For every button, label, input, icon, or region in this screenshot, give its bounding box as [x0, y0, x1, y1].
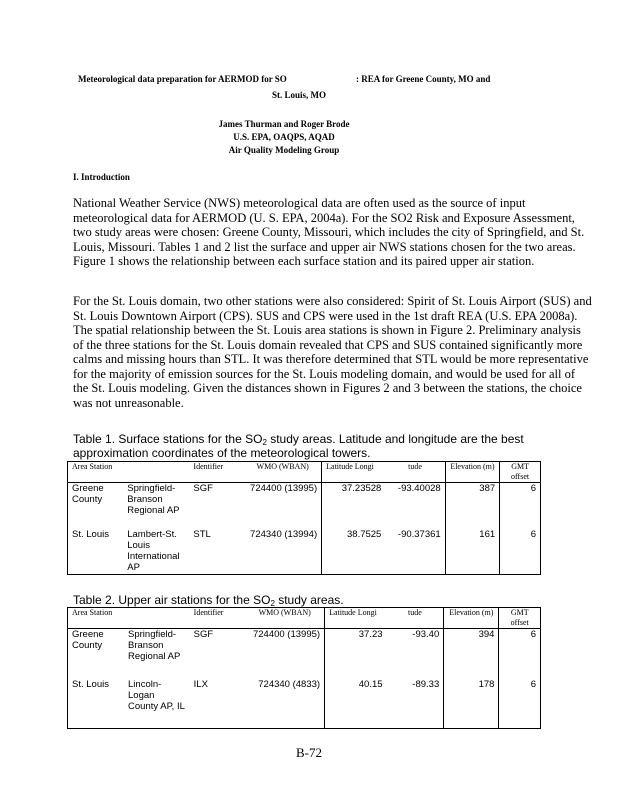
surface-stations-table — [67, 461, 541, 575]
col-latitude: Latitude Longi — [322, 462, 386, 483]
col-area-station: Area Station — [68, 462, 124, 483]
table-row: St. Louis Lincoln-Logan County AP, IL ILX 724340 (4833) 40.15 -89.33 178 6 — [68, 679, 541, 729]
table-row: Greene County Springfield-Branson Regional AP SGF 724400 (13995) 37.23528 -93.40028 387 6 — [68, 483, 541, 529]
header-title-left: Meteorological data preparation for AERMOD for SO — [78, 74, 287, 84]
paragraph-st-louis: For the St. Louis domain, two other stations were also considered: Spirit of St. Louis Airport (SUS) and St. Louis Downtown Airport (CPS). SUS and CPS were used in the 1st draft REA (U.S. EPA 2008a). The spatial relationship between the St. Louis area stations is shown in Figure 2. Preliminary analysis of the three stations for the St. Louis domain revealed that CPS and SUS contained significantly more calms and missing hours than STL. It was therefore determined that STL would be more representative for the majority of emission sources for the St. Louis modeling domain, and would be used for all of the St. Louis modeling. Given the distances shown in Figures 2 and 3 between the stations, the choice was not unreasonable. — [73, 294, 592, 410]
col-elevation: Elevation (m) — [445, 462, 499, 483]
header-title-right: : REA for Greene County, MO and — [356, 74, 491, 84]
col-identifier: Identifier — [189, 462, 244, 483]
header-title-line2: St. Louis, MO — [272, 90, 327, 100]
page-number: B-72 — [296, 745, 322, 760]
section-heading: I. Introduction — [73, 172, 130, 182]
author-group: Air Quality Modeling Group — [228, 145, 340, 155]
col-longitude: tude — [387, 608, 444, 629]
upper-air-stations-table — [67, 607, 541, 729]
col-area-station: Area Station — [68, 608, 125, 629]
author-names: James Thurman and Roger Brode — [218, 119, 350, 129]
table1-caption: Table 1. Surface stations for the $SO_2$ study areas. Latitude and longitude are the best approximation coordinates of the meteorological towers. — [73, 432, 524, 460]
col-latitude: Latitude Longi — [325, 608, 387, 629]
document-header — [78, 74, 498, 84]
col-wmo: WMO (WBAN) — [244, 462, 321, 483]
col-identifier: Identifier — [190, 608, 246, 629]
table-header-row — [68, 462, 541, 483]
table-row: Greene County Springfield-Branson Regional AP SGF 724400 (13995) 37.23 -93.40 394 6 — [68, 629, 541, 679]
col-gmt-offset: GMT offset — [500, 462, 541, 483]
col-gmt-offset: GMT offset — [499, 608, 541, 629]
col-wmo: WMO (WBAN) — [245, 608, 324, 629]
table-row: St. Louis Lambert-St. Louis International AP STL 724340 (13994) 38.7525 -90.37361 161 6 — [68, 529, 541, 575]
table-header-row — [68, 608, 541, 629]
paragraph-intro: National Weather Service (NWS) meteorological data are often used as the source of input meteorological data for AERMOD (U. S. EPA, 2004a). For the SO2 Risk and Exposure Assessment, two study areas were chosen: Greene County, Missouri, which includes the city of Springfield, and St. Louis, Missouri. Tables 1 and 2 list the surface and upper air NWS stations chosen for the two areas. Figure 1 shows the relationship between each surface station and its paired upper air station. — [73, 196, 585, 268]
author-org: U.S. EPA, OAQPS, AQAD — [233, 132, 335, 142]
table2-caption: Table 2. Upper air stations for the $SO_2$ study areas. — [73, 593, 344, 608]
col-longitude: tude — [385, 462, 445, 483]
col-elevation: Elevation (m) — [444, 608, 499, 629]
author-block — [214, 118, 354, 157]
